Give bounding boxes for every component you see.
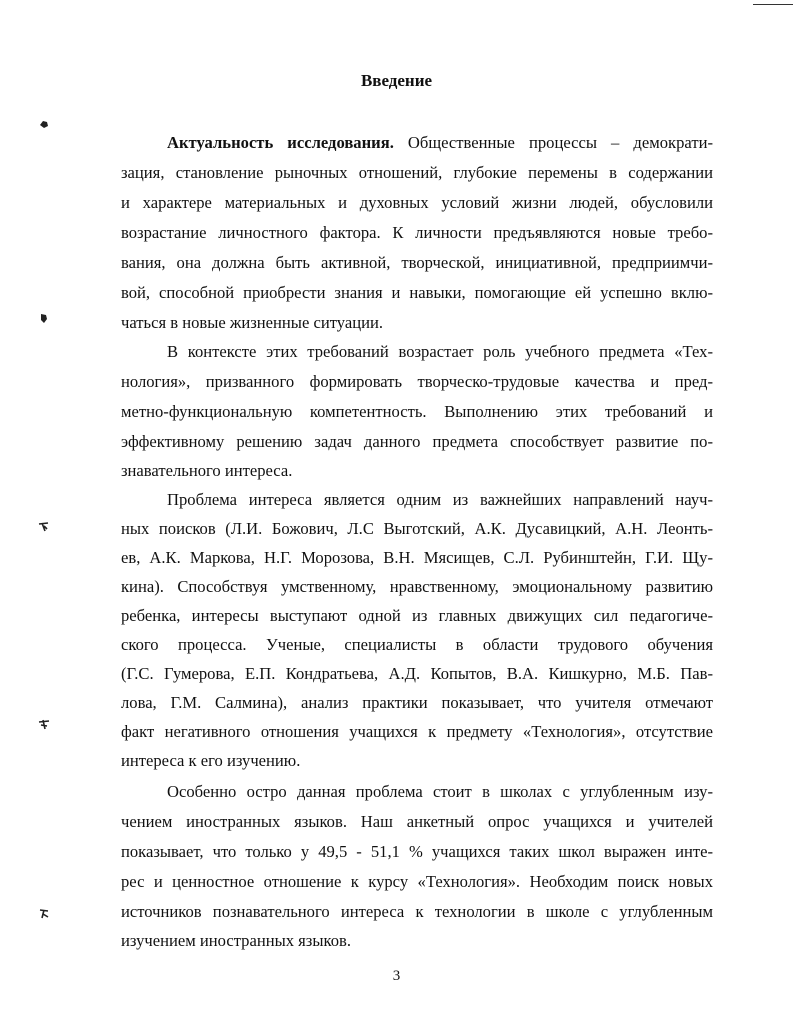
- paragraph-line: рес и ценностное отношение к курсу «Технология». Необходим поиск новых: [121, 872, 713, 891]
- paragraph-line: ных поисков (Л.И. Божович, Л.С Выготский, А.К. Дусавицкий, А.Н. Леонть-: [121, 519, 713, 538]
- paragraph-line: метно-функциональную компетентность. Выполнению этих требований и: [121, 402, 713, 421]
- paragraph-line: Проблема интереса является одним из важнейших направлений науч-: [167, 490, 713, 509]
- paragraph-line: ского процесса. Ученые, специалисты в области трудового обучения: [121, 635, 713, 654]
- paragraph-line: ребенка, интересы выступают одной из главных движущих сил педагогиче-: [121, 606, 713, 625]
- paragraph-line: вой, способной приобрести знания и навыки, помогающие ей успешно вклю-: [121, 283, 713, 302]
- paragraph-line: чением иностранных языков. Наш анкетный опрос учащихся и учителей: [121, 812, 713, 831]
- paragraph-line: эффективному решению задач данного предмета способствует развитие по-: [121, 432, 713, 451]
- paragraph-line: В контексте этих требований возрастает роль учебного предмета «Тех-: [167, 342, 713, 361]
- paragraph-line: факт негативного отношения учащихся к предмету «Технология», отсутствие: [121, 722, 713, 741]
- binding-hole-icon: [38, 718, 50, 730]
- paragraph-text: Общественные процессы – демократи-: [393, 133, 713, 152]
- page-number: 3: [392, 968, 401, 984]
- binding-hole-icon: [38, 907, 50, 919]
- paragraph-line: нология», призванного формировать творческо-трудовые качества и пред-: [121, 372, 713, 391]
- page-title: Введение: [360, 71, 433, 90]
- paragraph-line: и характере материальных и духовных условий жизни людей, обусловили: [121, 193, 713, 212]
- paragraph-line: кина). Способствуя умственному, нравственному, эмоциональному развитию: [121, 577, 713, 596]
- paragraph-line: изучением иностранных языков.: [121, 931, 352, 950]
- paragraph-1-line-1: [167, 133, 713, 153]
- paragraph-line: (Г.С. Гумерова, Е.П. Кондратьева, А.Д. Копытов, В.А. Кишкурно, М.Б. Пав-: [121, 664, 713, 683]
- paragraph-line: возрастание личностного фактора. К личности предъявляются новые требо-: [121, 223, 713, 242]
- scan-edge-rule: [753, 4, 793, 5]
- paragraph-line: лова, Г.М. Салмина), анализ практики показывает, что учителя отмечают: [121, 693, 713, 712]
- paragraph-line: ев, А.К. Маркова, Н.Г. Морозова, В.Н. Мясищев, С.Л. Рубинштейн, Г.И. Щу-: [121, 548, 713, 567]
- paragraph-line: знавательного интереса.: [121, 461, 293, 480]
- binding-hole-icon: [38, 520, 50, 532]
- paragraph-line: чаться в новые жизненные ситуации.: [121, 313, 383, 332]
- paragraph-line: зация, становление рыночных отношений, глубокие перемены в содержании: [121, 163, 713, 182]
- paragraph-line: вания, она должна быть активной, творческой, инициативной, предприимчи-: [121, 253, 713, 272]
- binding-hole-icon: [38, 118, 50, 130]
- paragraph-line: Особенно остро данная проблема стоит в школах с углубленным изу-: [167, 782, 713, 801]
- paragraph-line: интереса к его изучению.: [121, 751, 301, 770]
- paragraph-lead: Актуальность исследования.: [167, 133, 394, 152]
- paragraph-line: показывает, что только у 49,5 - 51,1 % учащихся таких школ выражен инте-: [121, 842, 713, 861]
- binding-hole-icon: [38, 312, 50, 324]
- paragraph-line: источников познавательного интереса к технологии в школе с углубленным: [121, 902, 713, 921]
